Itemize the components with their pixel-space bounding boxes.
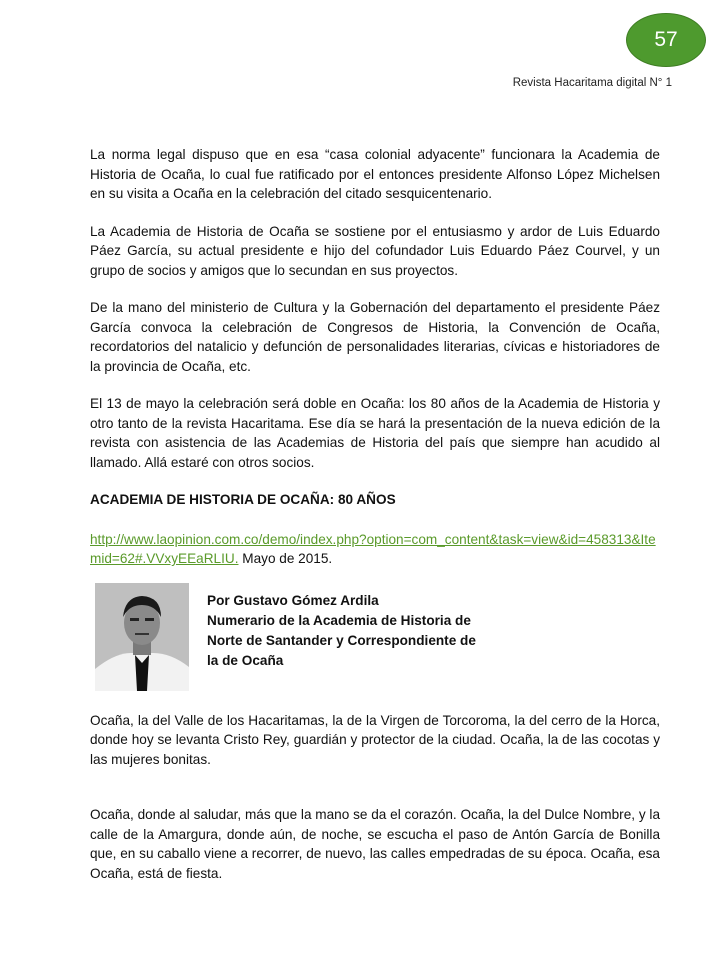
paragraph: La norma legal dispuso que en esa “casa colonial adyacente” funcionara la Academia de Historia de Ocaña, lo cual fue ratificado por el entonces presidente Alfonso López Michelsen en su visita a Ocaña en la celebración del citado sesquicentenario. — [90, 147, 660, 201]
source-link[interactable]: http://www.laopinion.com.co/demo/index.php?option=com_content&task=view&id=458313&Itemid=62#.VVxyEEaRLIU. — [90, 531, 656, 566]
author-portrait — [95, 583, 189, 691]
section-heading: ACADEMIA DE HISTORIA DE OCAÑA: 80 AÑOS — [90, 492, 396, 507]
article-body — [90, 145, 660, 901]
author-name: Por Gustavo Gómez Ardila — [207, 592, 379, 608]
author-title: Norte de Santander y Correspondiente de — [207, 632, 476, 648]
author-credit — [207, 583, 476, 691]
source-date: Mayo de 2015. — [238, 551, 333, 566]
journal-title: Revista Hacaritama digital N° 1 — [512, 77, 672, 89]
author-title: Numerario de la Academia de Historia de — [207, 612, 471, 628]
paragraph: La Academia de Historia de Ocaña se sostiene por el entusiasmo y ardor de Luis Eduardo Páez García, su actual presidente e hijo del cofundador Luis Eduardo Páez Courvel, y un grupo de socios y amigos que lo secundan en sus proyectos. — [90, 223, 660, 278]
paragraph: Ocaña, donde al saludar, más que la mano se da el corazón. Ocaña, la del Dulce Nombre, y la calle de la Amargura, donde aún, de noche, se escucha el paso de Antón García de Bonilla que, en su caballo viene a recorrer, de nuevo, las calles empedradas de su época. Ocaña, esa Ocaña, está de fiesta. — [90, 807, 660, 881]
paragraph: El 13 de mayo la celebración será doble en Ocaña: los 80 años de la Academia de Historia y otro tanto de la revista Hacaritama. Ese día se hará la presentación de la nueva edición de la revista con asistencia de las Academias de Historia del país que siempre han acudido al llamado. Allá estaré con otros socios. — [90, 396, 660, 470]
paragraph: De la mano del ministerio de Cultura y la Gobernación del departamento el presidente Páez García convoca la celebración de Congresos de Historia, la Convención de Ocaña, recordatorios del natalicio y defunción de personalidades literarias, cívicas e historiadores de la provincia de Ocaña, etc. — [90, 300, 660, 374]
author-title: la de Ocaña — [207, 652, 284, 668]
paragraph: Ocaña, la del Valle de los Hacaritamas, la de la Virgen de Torcoroma, la del cerro de la Horca, donde hoy se levanta Cristo Rey, guardián y protector de la ciudad. Ocaña, la de las cocotas y las mujeres bonitas. — [90, 712, 660, 767]
author-block — [90, 583, 660, 691]
source-citation — [90, 530, 660, 569]
page-number-badge: 57 — [626, 13, 706, 67]
